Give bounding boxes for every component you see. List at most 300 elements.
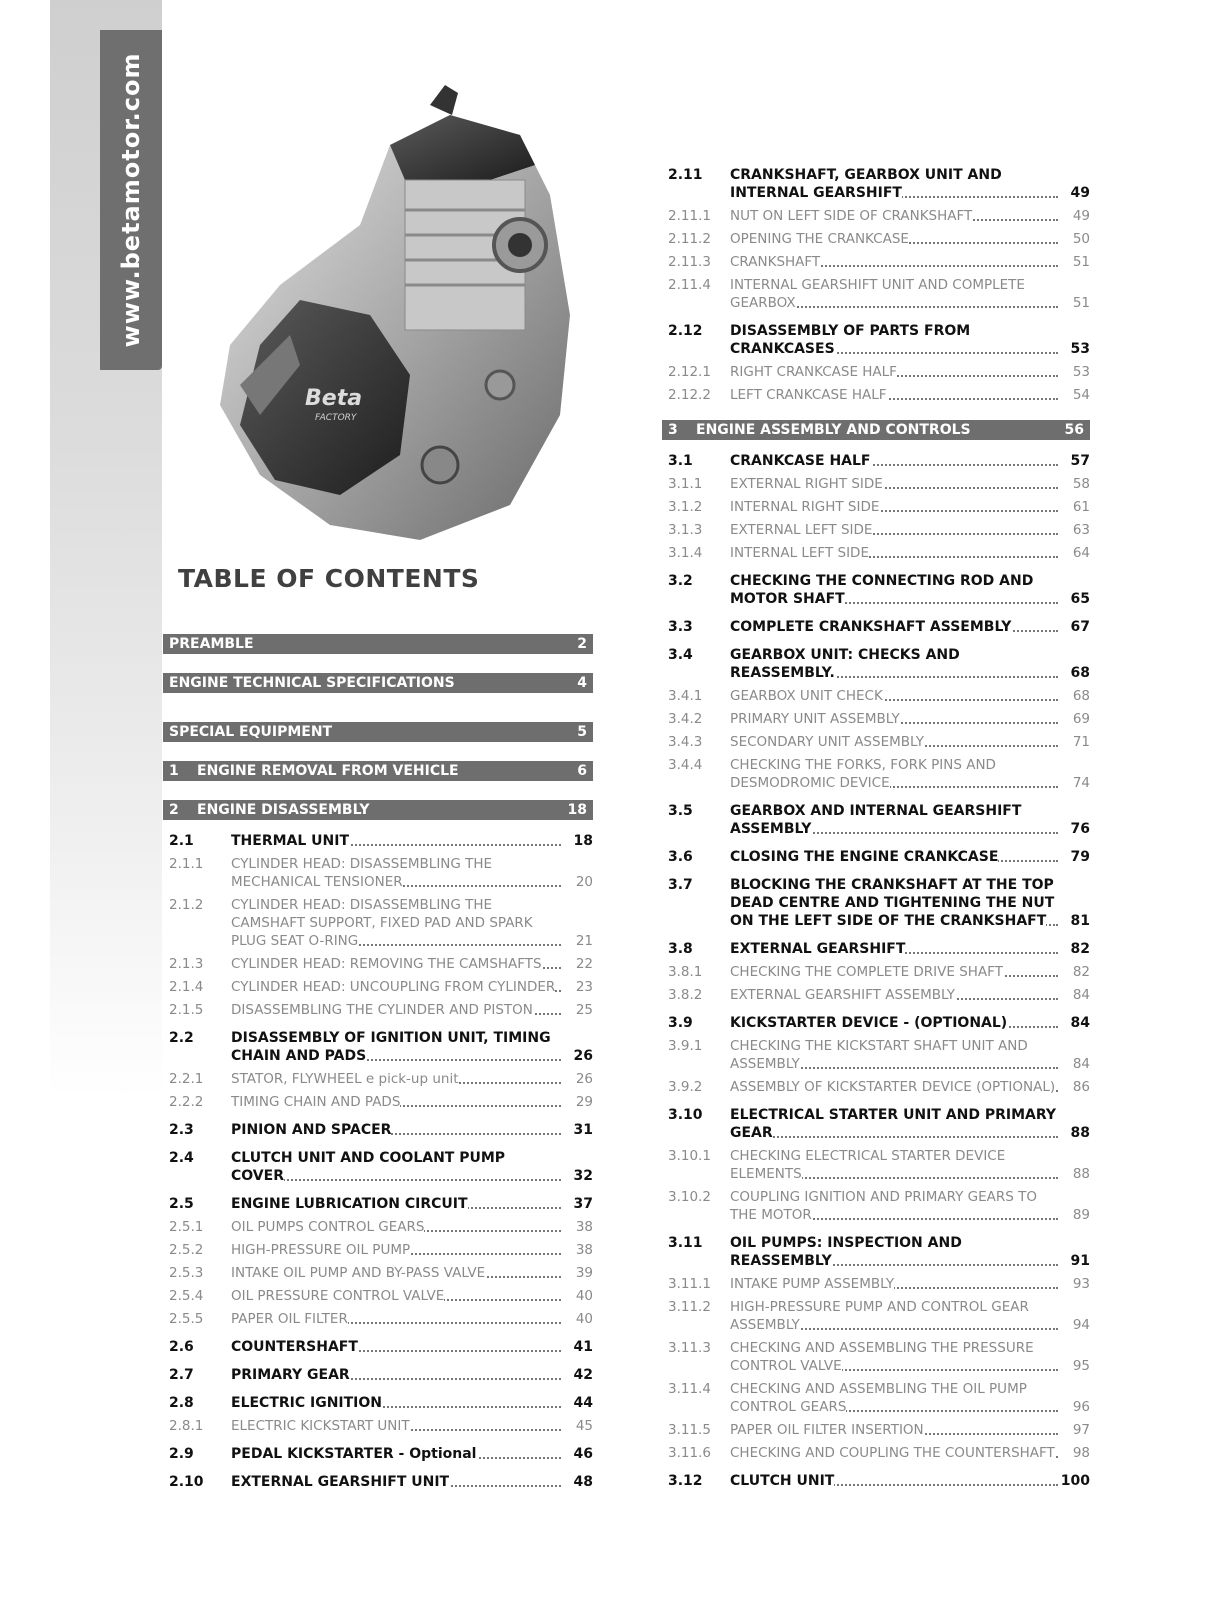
entry-page: 61 [1072, 499, 1090, 515]
entry-text-wrap [730, 475, 1090, 493]
entry-text-wrap [231, 1195, 593, 1213]
entry-title: COUNTERSHAFT [231, 1339, 358, 1355]
toc-entry[interactable] [163, 1195, 593, 1213]
entry-number: 2.12.2 [668, 387, 711, 403]
toc-entry[interactable] [662, 498, 1090, 516]
entry-text-wrap [231, 1417, 593, 1435]
entry-number: 2.1.2 [169, 897, 204, 913]
toc-entry[interactable] [662, 253, 1090, 271]
entry-title: CHECKING ELECTRICAL STARTER DEVICE ELEMENTS [730, 1148, 1006, 1182]
entry-text-wrap [231, 896, 593, 950]
section-bar[interactable] [662, 420, 1090, 440]
entry-number: 3.4.4 [668, 757, 703, 773]
entry-text-wrap [730, 1037, 1090, 1073]
entry-number: 2.11.3 [668, 254, 711, 270]
toc-entry[interactable] [163, 1070, 593, 1088]
entry-page: 40 [575, 1288, 593, 1304]
entry-text-wrap [730, 963, 1090, 981]
entry-text-wrap [730, 1106, 1090, 1142]
entry-text-wrap [730, 572, 1090, 608]
entry-number: 3.10 [668, 1107, 703, 1123]
entry-number: 2.2 [169, 1030, 194, 1046]
toc-entry[interactable] [662, 544, 1090, 562]
section-bar[interactable] [163, 634, 593, 654]
entry-title: DISASSEMBLING THE CYLINDER AND PISTON [231, 1002, 533, 1018]
toc-entry[interactable] [662, 521, 1090, 539]
entry-text-wrap [231, 978, 593, 996]
entry-number: 2.5.2 [169, 1242, 204, 1258]
entry-title: THERMAL UNIT [231, 833, 350, 849]
entry-page: 97 [1072, 1422, 1090, 1438]
entry-number: 3.11.2 [668, 1299, 711, 1315]
entry-text-wrap [730, 710, 1090, 728]
entry-text-wrap [730, 848, 1090, 866]
entry-title: EXTERNAL LEFT SIDE [730, 522, 873, 538]
entry-page: 31 [573, 1122, 593, 1138]
entry-text-wrap [730, 521, 1090, 539]
entry-number: 2.5.3 [169, 1265, 204, 1281]
entry-page: 51 [1072, 254, 1090, 270]
entry-title: PINION AND SPACER [231, 1122, 392, 1138]
entry-text-wrap [730, 253, 1090, 271]
entry-title: RIGHT CRANKCASE HALF [730, 364, 897, 380]
entry-page: 37 [573, 1196, 593, 1212]
entry-page: 53 [1072, 364, 1090, 380]
toc-entry[interactable] [163, 1241, 593, 1259]
entry-number: 2.4 [169, 1150, 194, 1166]
entry-page: 74 [1072, 775, 1090, 791]
toc-entry[interactable] [662, 940, 1090, 958]
entry-title: CHECKING THE FORKS, FORK PINS AND DESMODROMIC DEVICE [730, 757, 996, 791]
page-title: TABLE OF CONTENTS [178, 564, 480, 593]
entry-page: 82 [1070, 941, 1090, 957]
entry-page: 86 [1072, 1079, 1090, 1095]
entry-page: 94 [1072, 1317, 1090, 1333]
section-bar[interactable] [163, 800, 593, 820]
toc-entry[interactable] [662, 848, 1090, 866]
entry-number: 3.3 [668, 619, 693, 635]
entry-text-wrap [730, 1472, 1090, 1490]
entry-page: 68 [1070, 665, 1090, 681]
entry-text-wrap [730, 1444, 1090, 1462]
section-title: ENGINE TECHNICAL SPECIFICATIONS [169, 675, 455, 691]
entry-title: GEARBOX UNIT CHECK [730, 688, 883, 704]
entry-text-wrap [730, 386, 1090, 404]
entry-number: 3.9 [668, 1015, 693, 1031]
entry-number: 2.2.2 [169, 1094, 204, 1110]
entry-text-wrap [730, 1078, 1090, 1096]
entry-page: 40 [575, 1311, 593, 1327]
toc-entry[interactable] [662, 733, 1090, 751]
entry-title: CYLINDER HEAD: DISASSEMBLING THE CAMSHAFT SUPPORT, FIXED PAD AND SPARK PLUG SEAT O-RING [231, 897, 533, 949]
entry-page: 76 [1070, 821, 1090, 837]
toc-entry[interactable] [662, 1472, 1090, 1490]
entry-title: CHECKING THE KICKSTART SHAFT UNIT AND ASSEMBLY [730, 1038, 1028, 1072]
toc-entry[interactable] [662, 1188, 1090, 1224]
toc-entry[interactable] [662, 1106, 1090, 1142]
entry-page: 95 [1072, 1358, 1090, 1374]
entry-title: INTAKE PUMP ASSEMBLY [730, 1276, 895, 1292]
toc-entry[interactable] [163, 1029, 593, 1065]
entry-title: CHECKING THE COMPLETE DRIVE SHAFT [730, 964, 1003, 980]
toc-entry[interactable] [163, 1001, 593, 1019]
entry-page: 82 [1072, 964, 1090, 980]
entry-title: CRANKCASE HALF [730, 453, 871, 469]
entry-text-wrap [730, 1298, 1090, 1334]
toc-entry[interactable] [662, 1444, 1090, 1462]
entry-text-wrap [730, 452, 1090, 470]
entry-page: 38 [575, 1242, 593, 1258]
entry-text-wrap [730, 276, 1090, 312]
entry-page: 20 [575, 874, 593, 890]
entry-number: 2.11.1 [668, 208, 711, 224]
entry-title: ELECTRIC IGNITION [231, 1395, 383, 1411]
toc-entry[interactable] [662, 687, 1090, 705]
entry-number: 3.8.1 [668, 964, 703, 980]
entry-text-wrap [231, 1338, 593, 1356]
toc-entry[interactable] [662, 1014, 1090, 1032]
toc-entry[interactable] [662, 572, 1090, 608]
entry-number: 2.7 [169, 1367, 194, 1383]
beta-logo: Beta [305, 386, 363, 411]
toc-entry[interactable] [163, 955, 593, 973]
section-page: 2 [577, 636, 587, 652]
entry-page: 79 [1070, 849, 1090, 865]
entry-number: 2.3 [169, 1122, 194, 1138]
toc-entry[interactable] [662, 166, 1090, 202]
toc-entry[interactable] [662, 618, 1090, 636]
entry-page: 21 [575, 933, 593, 949]
section-title: PREAMBLE [169, 636, 254, 652]
entry-text-wrap [730, 618, 1090, 636]
section-title: ENGINE DISASSEMBLY [197, 802, 370, 818]
entry-text-wrap [231, 1264, 593, 1282]
entry-number: 2.5.1 [169, 1219, 204, 1235]
toc-right-column [662, 166, 1090, 1495]
entry-page: 100 [1060, 1473, 1090, 1489]
entry-text-wrap [231, 1310, 593, 1328]
entry-number: 3.1.2 [668, 499, 703, 515]
entry-number: 2.12.1 [668, 364, 711, 380]
entry-page: 48 [573, 1474, 593, 1490]
entry-text-wrap [730, 733, 1090, 751]
entry-text-wrap [231, 1445, 593, 1463]
entry-page: 89 [1072, 1207, 1090, 1223]
toc-entry[interactable] [163, 1264, 593, 1282]
toc-entry[interactable] [662, 1380, 1090, 1416]
entry-page: 68 [1072, 688, 1090, 704]
entry-title: CYLINDER HEAD: UNCOUPLING FROM CYLINDER [231, 979, 556, 995]
entry-text-wrap [730, 986, 1090, 1004]
toc-entry[interactable] [163, 1093, 593, 1111]
entry-page: 63 [1072, 522, 1090, 538]
section-page: 6 [577, 763, 587, 779]
entry-title: DISASSEMBLY OF IGNITION UNIT, TIMING CHAIN AND PADS [231, 1030, 551, 1064]
entry-title: HIGH-PRESSURE PUMP AND CONTROL GEAR ASSEMBLY [730, 1299, 1029, 1333]
entry-page: 50 [1072, 231, 1090, 247]
toc-entry[interactable] [662, 876, 1090, 930]
entry-text-wrap [730, 756, 1090, 792]
entry-title: NUT ON LEFT SIDE OF CRANKSHAFT [730, 208, 973, 224]
toc-entry[interactable] [662, 276, 1090, 312]
entry-page: 69 [1072, 711, 1090, 727]
entry-title: CYLINDER HEAD: DISASSEMBLING THE MECHANICAL TENSIONER [231, 856, 493, 890]
toc-entry[interactable] [163, 1121, 593, 1139]
toc-entry[interactable] [662, 802, 1090, 838]
entry-title: PRIMARY GEAR [231, 1367, 350, 1383]
toc-entry[interactable] [662, 963, 1090, 981]
toc-entry[interactable] [163, 1287, 593, 1305]
factory-logo: FACTORY [315, 413, 357, 423]
section-bar[interactable] [163, 722, 593, 742]
entry-page: 51 [1072, 295, 1090, 311]
toc-entry[interactable] [662, 475, 1090, 493]
toc-entry[interactable] [662, 1037, 1090, 1073]
entry-number: 3.11.1 [668, 1276, 711, 1292]
entry-text-wrap [730, 1234, 1090, 1270]
toc-entry[interactable] [662, 986, 1090, 1004]
entry-number: 3.2 [668, 573, 693, 589]
section-bar[interactable] [163, 673, 593, 693]
entry-title: OIL PUMPS CONTROL GEARS [231, 1219, 425, 1235]
toc-entry[interactable] [662, 207, 1090, 225]
entry-page: 53 [1070, 341, 1090, 357]
toc-entry[interactable] [662, 322, 1090, 358]
entry-number: 3.11.5 [668, 1422, 711, 1438]
entry-text-wrap [730, 1380, 1090, 1416]
entry-number: 3.1 [668, 453, 693, 469]
entry-page: 91 [1070, 1253, 1090, 1269]
toc-entry[interactable] [163, 1394, 593, 1412]
entry-text-wrap [231, 955, 593, 973]
entry-number: 2.12 [668, 323, 703, 339]
entry-page: 22 [575, 956, 593, 972]
entry-number: 2.8.1 [169, 1418, 204, 1434]
entry-page: 88 [1072, 1166, 1090, 1182]
section-page: 4 [577, 675, 587, 691]
entry-title: ELECTRIC KICKSTART UNIT [231, 1418, 410, 1434]
toc-entry[interactable] [662, 710, 1090, 728]
entry-title: GEARBOX AND INTERNAL GEARSHIFT ASSEMBLY [730, 803, 1022, 837]
entry-number: 2.10 [169, 1474, 204, 1490]
section-number: 1 [169, 763, 179, 779]
entry-number: 2.8 [169, 1395, 194, 1411]
toc-entry[interactable] [163, 1445, 593, 1463]
entry-page: 57 [1070, 453, 1090, 469]
toc-entry[interactable] [662, 1298, 1090, 1334]
section-page: 56 [1064, 422, 1084, 438]
entry-title: BLOCKING THE CRANKSHAFT AT THE TOP DEAD CENTRE AND TIGHTENING THE NUT ON THE LEFT SIDE OF THE CRANKSHAFT [730, 877, 1055, 929]
entry-title: STATOR, FLYWHEEL e pick-up unit [231, 1071, 459, 1087]
entry-text-wrap [231, 1070, 593, 1088]
entry-page: 38 [575, 1219, 593, 1235]
entry-page: 81 [1070, 913, 1090, 929]
entry-page: 18 [573, 833, 593, 849]
entry-title: CHECKING AND COUPLING THE COUNTERSHAFT [730, 1445, 1055, 1461]
entry-text-wrap [730, 1147, 1090, 1183]
toc-entry[interactable] [163, 855, 593, 891]
toc-entry[interactable] [163, 1417, 593, 1435]
entry-title: CLUTCH UNIT AND COOLANT PUMP COVER [231, 1150, 506, 1184]
entry-number: 2.1.1 [169, 856, 204, 872]
entry-number: 3.5 [668, 803, 693, 819]
toc-entry[interactable] [662, 1078, 1090, 1096]
entry-page: 58 [1072, 476, 1090, 492]
entry-title: TIMING CHAIN AND PADS [231, 1094, 401, 1110]
entry-title: PEDAL KICKSTARTER - Optional [231, 1446, 477, 1462]
entry-text-wrap [730, 207, 1090, 225]
toc-entry[interactable] [662, 1275, 1090, 1293]
entry-number: 2.11.4 [668, 277, 711, 293]
entry-number: 3.10.2 [668, 1189, 711, 1205]
entry-text-wrap [231, 832, 593, 850]
entry-title: CHECKING AND ASSEMBLING THE PRESSURE CONTROL VALVE [730, 1340, 1034, 1374]
toc-entry[interactable] [662, 1421, 1090, 1439]
entry-page: 84 [1072, 1056, 1090, 1072]
section-page: 18 [567, 802, 587, 818]
entry-text-wrap [730, 498, 1090, 516]
toc-entry[interactable] [163, 832, 593, 850]
toc-entry[interactable] [662, 646, 1090, 682]
entry-text-wrap [231, 1149, 593, 1185]
entry-title: ENGINE LUBRICATION CIRCUIT [231, 1196, 468, 1212]
entry-text-wrap [231, 1241, 593, 1259]
entry-number: 3.1.4 [668, 545, 703, 561]
toc-entry[interactable] [163, 896, 593, 950]
entry-page: 84 [1072, 987, 1090, 1003]
toc-entry[interactable] [163, 1338, 593, 1356]
entry-title: COUPLING IGNITION AND PRIMARY GEARS TO THE MOTOR [730, 1189, 1037, 1223]
entry-number: 2.9 [169, 1446, 194, 1462]
dot-leader [730, 1136, 1058, 1138]
section-bar[interactable] [163, 761, 593, 781]
entry-title: CRANKSHAFT, GEARBOX UNIT AND INTERNAL GEARSHIFT [730, 167, 1002, 201]
entry-number: 3.4.2 [668, 711, 703, 727]
entry-number: 2.2.1 [169, 1071, 204, 1087]
entry-text-wrap [231, 1366, 593, 1384]
entry-page: 96 [1072, 1399, 1090, 1415]
entry-number: 3.11.6 [668, 1445, 711, 1461]
toc-entry[interactable] [662, 230, 1090, 248]
entry-title: PAPER OIL FILTER INSERTION [730, 1422, 924, 1438]
entry-title: KICKSTARTER DEVICE - (OPTIONAL) [730, 1015, 1008, 1031]
entry-text-wrap [231, 1394, 593, 1412]
entry-number: 2.6 [169, 1339, 194, 1355]
entry-page: 98 [1072, 1445, 1090, 1461]
entry-title: GEARBOX UNIT: CHECKS AND REASSEMBLY. [730, 647, 960, 681]
toc-entry[interactable] [662, 756, 1090, 792]
toc-entry[interactable] [662, 1339, 1090, 1375]
entry-title: LEFT CRANKCASE HALF [730, 387, 887, 403]
entry-text-wrap [730, 544, 1090, 562]
entry-number: 3.9.2 [668, 1079, 703, 1095]
entry-page: 84 [1070, 1015, 1090, 1031]
toc-entry[interactable] [163, 1310, 593, 1328]
entry-number: 2.11 [668, 167, 703, 183]
entry-title: ASSEMBLY OF KICKSTARTER DEVICE (OPTIONAL) [730, 1079, 1056, 1095]
entry-text-wrap [730, 876, 1090, 930]
toc-entry[interactable] [163, 978, 593, 996]
entry-text-wrap [730, 940, 1090, 958]
entry-text-wrap [231, 855, 593, 891]
entry-number: 3.4.3 [668, 734, 703, 750]
entry-page: 67 [1070, 619, 1090, 635]
toc-left-column [163, 634, 593, 1496]
entry-title: SECONDARY UNIT ASSEMBLY [730, 734, 924, 750]
toc-entry[interactable] [662, 1234, 1090, 1270]
entry-text-wrap [231, 1287, 593, 1305]
toc-entry[interactable] [662, 386, 1090, 404]
section-number: 2 [169, 802, 179, 818]
entry-number: 2.5 [169, 1196, 194, 1212]
entry-number: 3.11 [668, 1235, 703, 1251]
entry-title: INTERNAL LEFT SIDE [730, 545, 869, 561]
entry-title: INTERNAL GEARSHIFT UNIT AND COMPLETE GEARBOX [730, 277, 1025, 311]
entry-page: 26 [575, 1071, 593, 1087]
entry-number: 3.11.4 [668, 1381, 711, 1397]
entry-title: OIL PRESSURE CONTROL VALVE [231, 1288, 445, 1304]
toc-entry[interactable] [163, 1149, 593, 1185]
entry-title: CHECKING THE CONNECTING ROD AND MOTOR SHAFT [730, 573, 1034, 607]
entry-page: 39 [575, 1265, 593, 1281]
entry-number: 2.5.4 [169, 1288, 204, 1304]
section-number: 3 [668, 422, 678, 438]
toc-entry[interactable] [662, 363, 1090, 381]
entry-title: CHECKING AND ASSEMBLING THE OIL PUMP CONTROL GEARS [730, 1381, 1027, 1415]
entry-title: INTAKE OIL PUMP AND BY-PASS VALVE [231, 1265, 486, 1281]
entry-page: 65 [1070, 591, 1090, 607]
toc-entry[interactable] [163, 1473, 593, 1491]
entry-page: 88 [1070, 1125, 1090, 1141]
entry-page: 41 [573, 1339, 593, 1355]
entry-text-wrap [730, 363, 1090, 381]
toc-entry[interactable] [163, 1366, 593, 1384]
entry-title: HIGH-PRESSURE OIL PUMP [231, 1242, 411, 1258]
entry-page: 93 [1072, 1276, 1090, 1292]
website-url[interactable]: www.betamotor.com [117, 52, 145, 348]
entry-text-wrap [730, 1339, 1090, 1375]
entry-page: 25 [575, 1002, 593, 1018]
entry-text-wrap [231, 1093, 593, 1111]
toc-entry[interactable] [662, 1147, 1090, 1183]
toc-entry[interactable] [163, 1218, 593, 1236]
entry-number: 3.4.1 [668, 688, 703, 704]
entry-number: 3.4 [668, 647, 693, 663]
entry-title: PAPER OIL FILTER [231, 1311, 348, 1327]
entry-number: 3.10.1 [668, 1148, 711, 1164]
entry-title: PRIMARY UNIT ASSEMBLY [730, 711, 900, 727]
entry-text-wrap [231, 1029, 593, 1065]
entry-text-wrap [730, 646, 1090, 682]
entry-number: 3.1.1 [668, 476, 703, 492]
entry-text-wrap [730, 166, 1090, 202]
entry-title: CLUTCH UNIT [730, 1473, 835, 1489]
entry-page: 29 [575, 1094, 593, 1110]
entry-number: 2.1 [169, 833, 194, 849]
toc-entry[interactable] [662, 452, 1090, 470]
entry-page: 49 [1070, 185, 1090, 201]
entry-number: 2.5.5 [169, 1311, 204, 1327]
entry-title: CLOSING THE ENGINE CRANKCASE [730, 849, 999, 865]
entry-page: 64 [1072, 545, 1090, 561]
section-title: ENGINE REMOVAL FROM VEHICLE [197, 763, 459, 779]
entry-text-wrap [730, 1275, 1090, 1293]
entry-title: OPENING THE CRANKCASE [730, 231, 909, 247]
entry-text-wrap [231, 1473, 593, 1491]
entry-page: 23 [575, 979, 593, 995]
entry-number: 3.11.3 [668, 1340, 711, 1356]
entry-title: INTERNAL RIGHT SIDE [730, 499, 880, 515]
